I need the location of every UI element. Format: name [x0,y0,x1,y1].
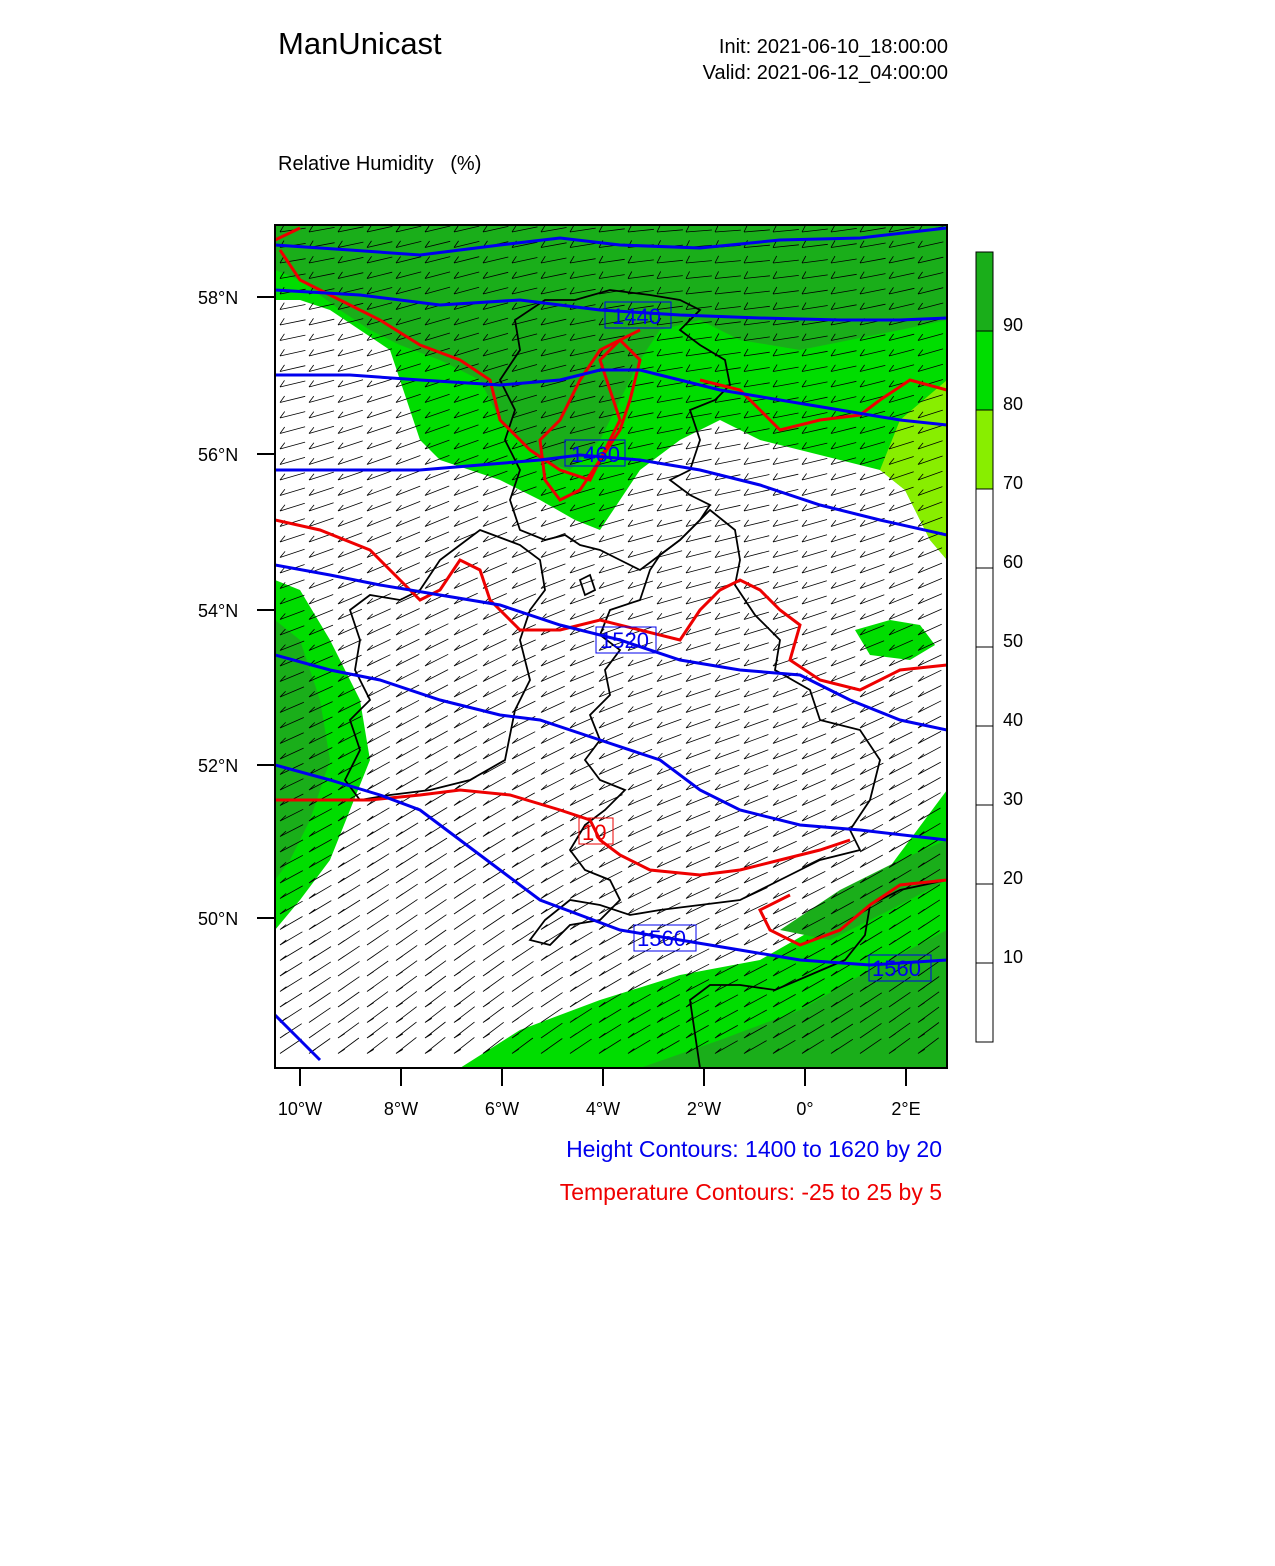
lon-label-2e: 2°E [891,1099,921,1119]
lat-label-56: 56°N [198,445,239,465]
lon-label-8w: 8°W [383,1099,419,1119]
colorbar-label-50: 50 [1003,631,1024,651]
lat-label-58: 58°N [198,288,239,308]
lat-label-54: 54°N [198,601,239,621]
init-time: Init: 2021-06-10_18:00:00 [718,36,948,58]
height-label-1520: 1520 [600,628,649,653]
valid-time: Valid: 2021-06-12_04:00:00 [702,62,948,84]
colorbar-label-20: 20 [1003,868,1024,888]
colorbar-bin-low [976,489,993,1042]
colorbar-label-30: 30 [1003,789,1024,809]
lat-label-50: 50°N [198,909,239,929]
field-rh: Relative Humidity (%) [278,153,482,175]
lon-axis [300,1068,906,1086]
colorbar-bin-95 [976,252,993,331]
height-label-1460: 1460 [571,442,620,467]
colorbar-label-70: 70 [1003,473,1024,493]
colorbar-label-60: 60 [1003,552,1024,572]
colorbar-label-90: 90 [1003,315,1024,335]
lat-axis [257,297,275,918]
product-title: ManUnicast [278,26,442,61]
colorbar-label-80: 80 [1003,394,1024,414]
colorbar-label-40: 40 [1003,710,1024,730]
temp-label-10: 10 [582,820,607,845]
height-contour-legend: Height Contours: 1400 to 1620 by 20 [566,1136,942,1162]
lon-label-6w: 6°W [484,1099,520,1119]
colorbar-label-10: 10 [1003,947,1024,967]
height-label-1440: 1440 [612,304,661,329]
lon-label-10w: 10°W [277,1099,323,1119]
colorbar-bin-90 [976,331,993,410]
lat-label-52: 52°N [198,756,239,776]
lon-label-4w: 4°W [585,1099,621,1119]
temperature-contour-legend: Temperature Contours: -25 to 25 by 5 [559,1179,942,1205]
lon-label-2w: 2°W [686,1099,722,1119]
colorbar [976,252,1023,1042]
height-label-1560-a: 1560 [637,926,686,951]
lon-label-0: 0° [796,1099,814,1119]
height-label-1560-b: 1560 [872,956,921,981]
colorbar-bin-80 [976,410,993,489]
